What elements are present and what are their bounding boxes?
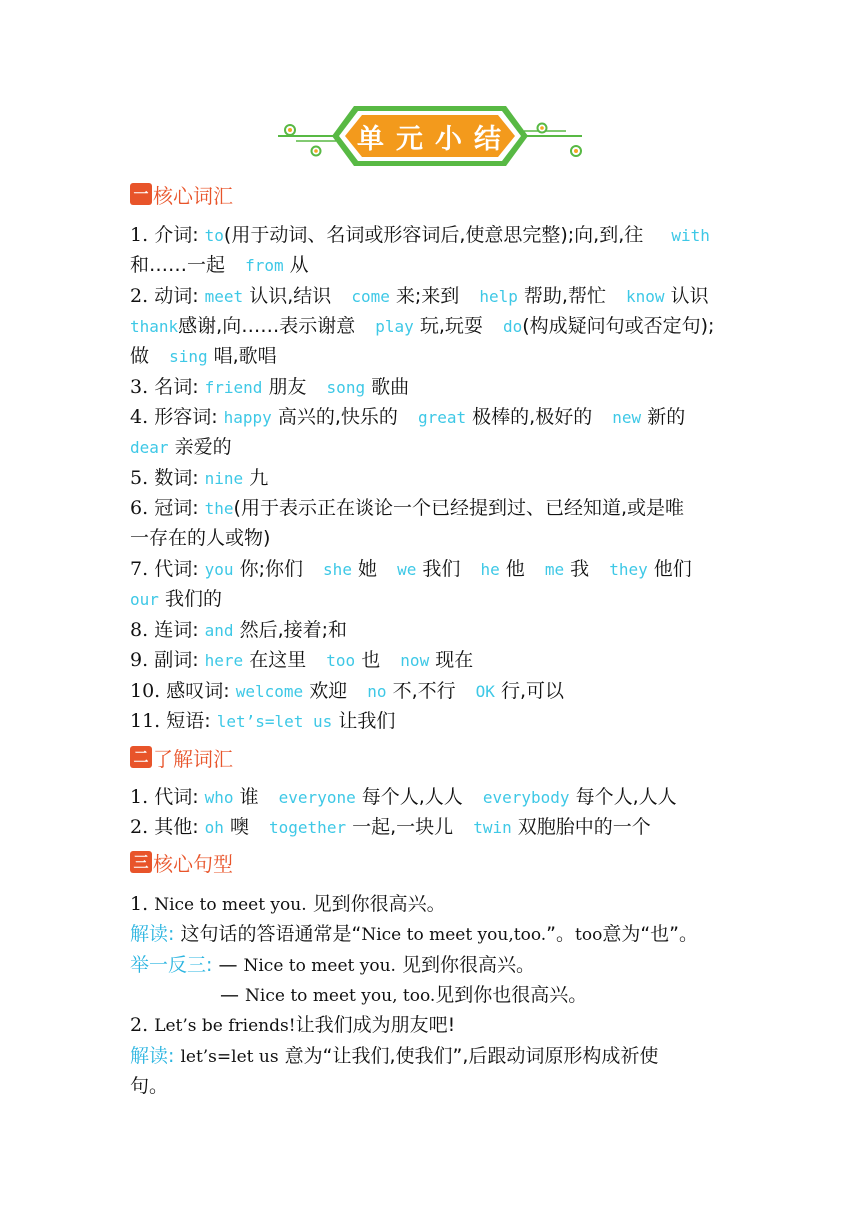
vocab-line: 2. 其他: oh 噢 together 一起,一块儿 twin 双胞胎中的一个 (130, 816, 651, 838)
vocab-line: dear 亲爱的 (130, 436, 232, 458)
vocab-line: 9. 副词: here 在这里 too 也 now 现在 (130, 649, 474, 671)
vocab-line: thank感谢,向……表示谢意 play 玩,玩耍 do(构成疑问句或否定句); (130, 315, 715, 337)
vocab-line: 1. 代词: who 谁 everyone 每个人,人人 everybody 每个人,人人 (130, 786, 677, 808)
vocab-line: 7. 代词: you 你;你们 she 她 we 我们 he 他 me 我 they 他们 (130, 558, 692, 580)
vocab-line: 8. 连词: and 然后,接着;和 (130, 619, 348, 641)
vocab-line: 4. 形容词: happy 高兴的,快乐的 great 极棒的,极好的 new 新的 (130, 406, 686, 428)
sentence-line: 2. Let’s be friends!让我们成为朋友吧! (130, 1014, 456, 1036)
sentence-line: 句。 (130, 1075, 169, 1097)
sentence-line: 1. Nice to meet you. 见到你很高兴。 (130, 893, 446, 915)
vocab-line: 3. 名词: friend 朋友 song 歌曲 (130, 376, 410, 398)
vocab-line: 1. 介词: to(用于动词、名词或形容词后,使意思完整);向,到,往 with (130, 224, 710, 246)
vocab-line: 6. 冠词: the(用于表示正在谈论一个已经提到过、已经知道,或是唯 (130, 497, 685, 519)
vocab-line: our 我们的 (130, 588, 222, 610)
vocab-line: 和……一起 from 从 (130, 254, 309, 276)
section-badge: 三 (130, 851, 152, 873)
page-title: 单元小结 (357, 123, 513, 155)
section-header-core-vocabulary (130, 179, 233, 209)
vocab-line: 5. 数词: nine 九 (130, 467, 269, 489)
vocab-line: 11. 短语: let’s=let us 让我们 (130, 710, 396, 732)
sentence-line: 解读: 这句话的答语通常是“Nice to meet you,too.”。too意为“也”。 (130, 923, 698, 945)
section-badge: 一 (130, 183, 152, 205)
section-title: 了解词汇 (153, 746, 233, 771)
section-header-understand-vocabulary (130, 742, 233, 772)
section-header-core-sentences (130, 847, 233, 877)
vocab-line: 10. 感叹词: welcome 欢迎 no 不,不行 OK 行,可以 (130, 680, 565, 702)
vocab-line: 做 sing 唱,歌唱 (130, 345, 277, 367)
sentence-line: 举一反三: — Nice to meet you. 见到你很高兴。 (130, 954, 535, 976)
section-badge: 二 (130, 746, 152, 768)
sentence-line: 解读: let’s=let us 意为“让我们,使我们”,后跟动词原形构成祈使 (130, 1045, 659, 1067)
section-title: 核心词汇 (153, 183, 233, 208)
section-title: 核心句型 (153, 851, 233, 876)
sentence-line: — Nice to meet you, too.见到你也很高兴。 (220, 984, 588, 1006)
vocab-line: 2. 动词: meet 认识,结识 come 来;来到 help 帮助,帮忙 know 认识 (130, 285, 709, 307)
vocab-line: 一存在的人或物) (130, 527, 271, 549)
